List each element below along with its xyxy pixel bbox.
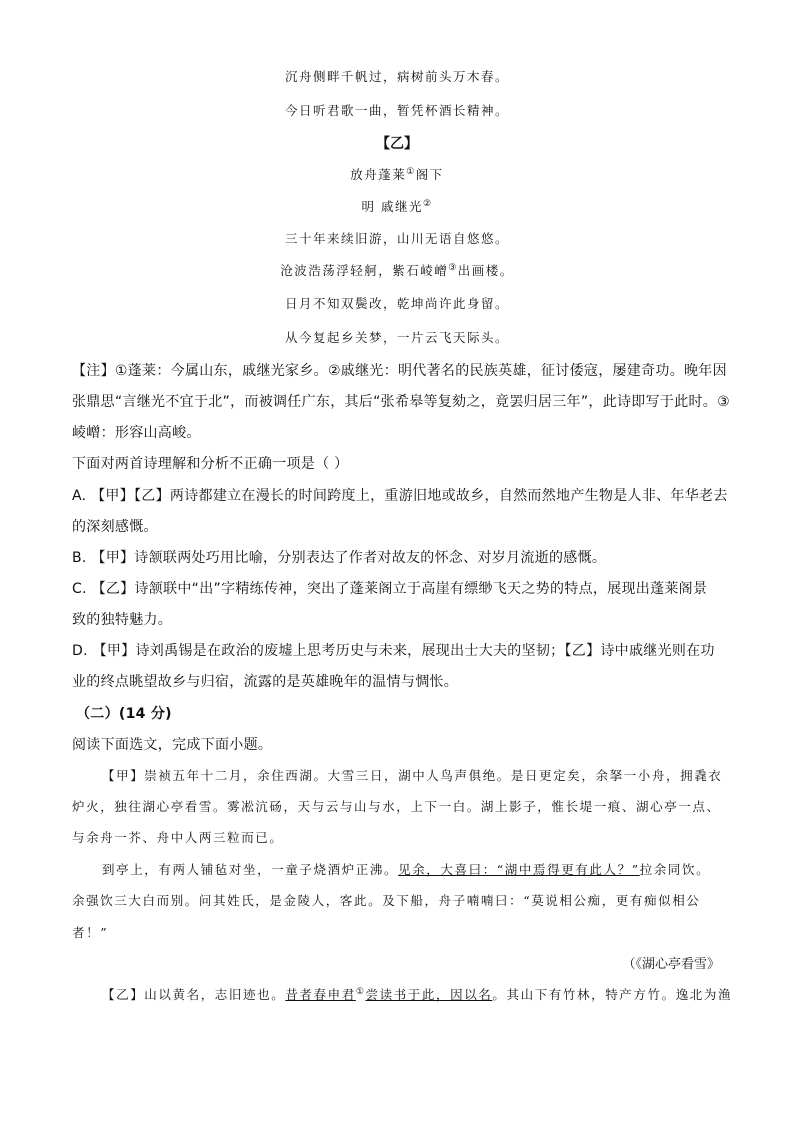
poem-yi-label: 【乙】 xyxy=(376,136,418,152)
passage-jia-line-4 xyxy=(102,860,710,878)
passage-jia-line-2: 炉火，独往湖心亭看雪。雾凇沆砀，天与云与山与水，上下一白。湖上影子，惟长堤一痕、湖心亭一点、 xyxy=(72,799,721,814)
underlined-sentence-cont: 尝读书于此，因以名 xyxy=(365,987,493,1002)
underlined-sentence: 昔者春申君 xyxy=(285,987,356,1002)
section-instruction: 阅读下面选文，完成下面小题。 xyxy=(72,737,273,753)
poem-yi-title-text-end: 阁下 xyxy=(415,167,444,182)
passage-jia-line-1: 【甲】崇祯五年十二月，余住西湖。大雪三日，湖中人鸟声俱绝。是日更定矣，余拏一小舟，拥毳衣 xyxy=(102,768,723,783)
option-c-line-2: 致的独特魅力。 xyxy=(72,612,173,628)
poem-yi-title-text: 放舟蓬莱 xyxy=(350,167,407,182)
poem-yi-title xyxy=(0,165,794,183)
passage-text: 【乙】山以黄名，志旧迹也。 xyxy=(102,987,286,1002)
passage-text-end: 拉余同饮。 xyxy=(639,862,711,877)
note-marker: ① xyxy=(355,987,366,997)
passage-text-end: 。其山下有竹林，特产方竹。逸北为渔 xyxy=(492,987,733,1002)
poem-yi-author-text: 明 戚继光 xyxy=(361,199,423,214)
poem-jia-line-2: 今日听君歌一曲，暂凭杯酒长精神。 xyxy=(284,103,509,118)
note-marker: ③ xyxy=(448,263,458,273)
notes-line-3: 崚嶒：形容山高峻。 xyxy=(72,425,201,441)
option-a-line-1: A. 【甲】【乙】两诗都建立在漫长的时间跨度上，重游旧地或故乡，自然而然地产生物是人非、年华老去 xyxy=(72,488,728,504)
option-d-line-1: D. 【甲】诗刘禹锡是在政治的废墟上思考历史与未来，展现出士大夫的坚韧；【乙】诗中戚继光则在功 xyxy=(72,643,715,659)
option-b-line-1: B. 【甲】诗颔联两处巧用比喻，分别表达了作者对故友的怀念、对岁月流逝的感慨。 xyxy=(72,550,607,566)
passage-text: 到亭上，有两人铺毡对坐，一童子烧酒炉正沸。 xyxy=(102,862,399,877)
notes-line-1: 【注】①蓬莱：今属山东，戚继光家乡。②戚继光：明代著名的民族英雄，征讨倭寇，屡建奇功。晚年因 xyxy=(72,363,727,379)
poem-yi-line-4: 从今复起乡关梦，一片云飞天际头。 xyxy=(284,330,509,345)
option-d-line-2: 业的终点眺望故乡与归宿，流露的是英雄晚年的温情与惆怅。 xyxy=(72,674,459,690)
underlined-sentence: 见余，大喜曰：“湖中焉得更有此人？” xyxy=(398,862,640,877)
poem-yi-line-1: 三十年来续旧游，山川无语自悠悠。 xyxy=(284,231,509,246)
option-a-line-2: 的深刻感慨。 xyxy=(72,519,158,535)
question-stem: 下面对两首诗理解和分析不正确一项是（ ） xyxy=(72,456,349,472)
poem-yi-line-2-text: 沧波浩荡浮轻舸，紫石崚嶒 xyxy=(280,263,449,278)
poem-yi-author xyxy=(0,197,794,215)
passage-jia-line-6: 者！” xyxy=(72,925,109,940)
section-heading: （二）(14 分) xyxy=(76,706,172,722)
poem-yi-line-3: 日月不知双鬓改，乾坤尚许此身留。 xyxy=(284,296,509,311)
option-c-line-1: C. 【乙】诗颔联中“出”字精练传神，突出了蓬莱阁立于高崖有缥缈飞天之势的特点，展现出蓬莱阁景 xyxy=(72,581,708,597)
note-marker: ② xyxy=(422,199,433,209)
poem-yi-line-2 xyxy=(0,261,794,279)
notes-line-2: 张鼎思“言继光不宜于北”，而被调任广东，其后“张希皋等复劾之，竟罢归居三年”，此诗即写于此时。③ xyxy=(72,394,730,410)
passage-jia-line-5: 余强饮三大白而别。问其姓氏，是金陵人，客此。及下船，舟子喃喃曰：“莫说相公痴，更有痴似相公 xyxy=(72,893,701,908)
note-marker: ① xyxy=(406,167,416,177)
passage-source: （《湖心亭看雪》 xyxy=(622,957,720,972)
passage-jia-line-3: 与余舟一芥、舟中人两三粒而已。 xyxy=(72,830,284,845)
poem-jia-line-1: 沉舟侧畔千帆过，病树前头万木春。 xyxy=(284,69,509,84)
passage-yi-line-1 xyxy=(102,985,732,1003)
poem-yi-line-2-text-end: 出画楼。 xyxy=(457,263,514,278)
